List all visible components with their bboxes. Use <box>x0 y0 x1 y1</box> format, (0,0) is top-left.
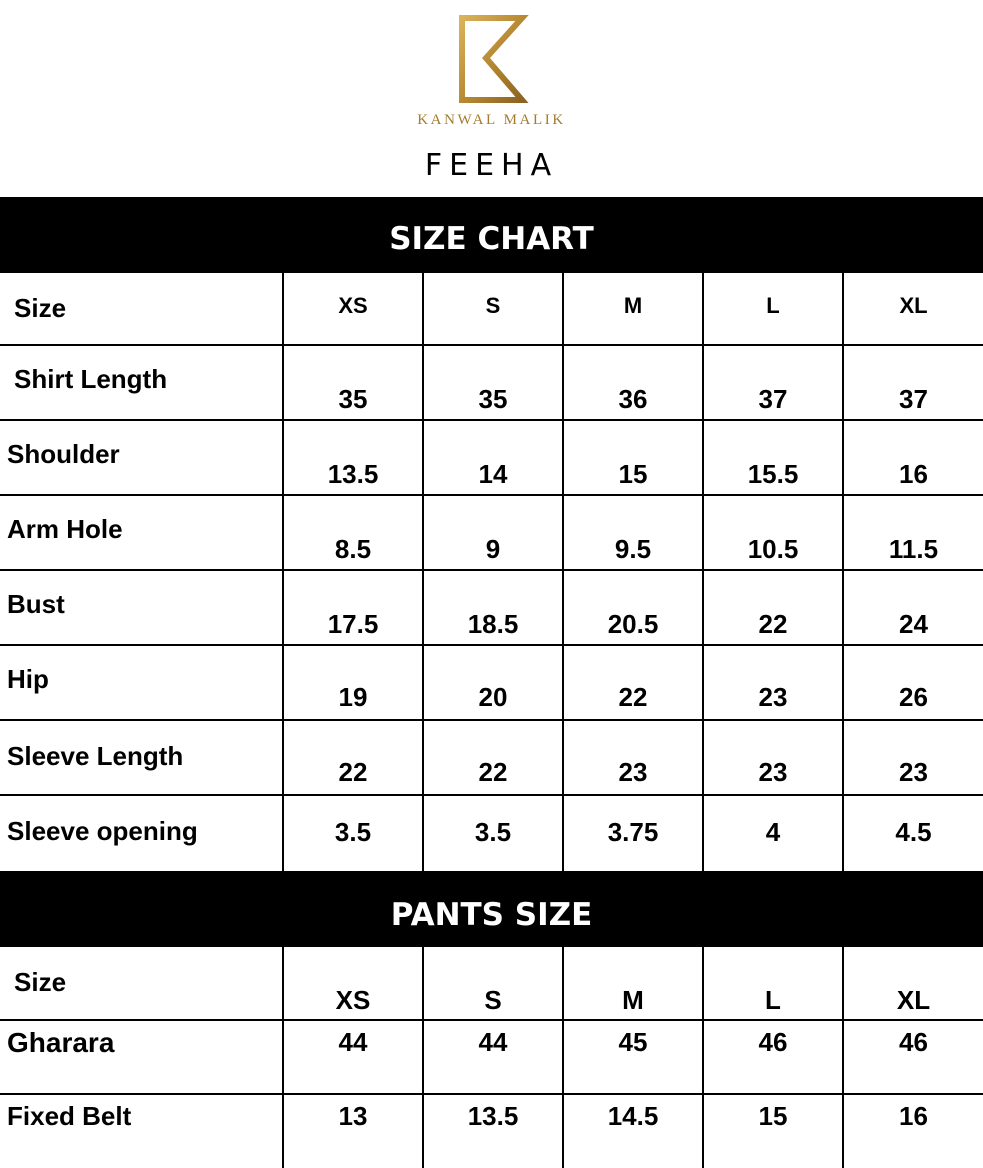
table-row <box>0 1021 983 1095</box>
row-label: Shoulder <box>7 439 120 469</box>
table-row <box>0 421 983 496</box>
value: 22 <box>478 757 508 787</box>
row-label: Arm Hole <box>7 514 123 544</box>
header-cell <box>702 947 842 1019</box>
value: 45 <box>618 1027 648 1057</box>
value-cell <box>702 496 842 569</box>
table-row <box>0 1095 983 1168</box>
row-label: Sleeve opening <box>7 816 198 846</box>
value: 16 <box>899 1101 928 1131</box>
value-cell <box>842 796 983 871</box>
value: 20 <box>478 682 508 712</box>
value-cell <box>702 1021 842 1093</box>
value: 3.75 <box>607 817 659 847</box>
table-row <box>0 721 983 796</box>
value-cell <box>282 646 422 719</box>
size-label: M <box>623 293 643 318</box>
value-cell <box>422 346 562 419</box>
size-chart-header-row <box>0 273 983 346</box>
row-label-cell <box>0 421 282 494</box>
pants-size-title-band <box>0 871 983 947</box>
row-label: Gharara <box>7 1027 115 1058</box>
value: 4 <box>765 817 781 847</box>
size-label: XS <box>338 293 368 318</box>
table-row <box>0 646 983 721</box>
header-cell <box>842 947 983 1019</box>
row-label: Size <box>14 967 67 997</box>
value-cell <box>282 571 422 644</box>
header-cell <box>702 273 842 344</box>
size-chart-title: SIZE CHART <box>389 221 594 257</box>
value: 22 <box>758 609 788 639</box>
value: 3.5 <box>334 817 372 847</box>
value-cell <box>842 496 983 569</box>
header-cell <box>562 947 702 1019</box>
value: 35 <box>338 384 368 414</box>
value-cell <box>282 1021 422 1093</box>
value-cell <box>562 1095 702 1168</box>
header-cell <box>282 273 422 344</box>
value: 13.5 <box>467 1101 519 1131</box>
value-cell <box>842 421 983 494</box>
value: 15 <box>758 1101 788 1131</box>
row-label-cell <box>0 496 282 569</box>
value-cell <box>562 796 702 871</box>
value-cell <box>422 796 562 871</box>
header-cell <box>282 947 422 1019</box>
value: 26 <box>899 682 928 712</box>
size-chart-table <box>0 273 983 871</box>
value: 22 <box>618 682 648 712</box>
value-cell <box>282 421 422 494</box>
value-cell <box>702 571 842 644</box>
value-cell <box>422 421 562 494</box>
value-cell <box>562 421 702 494</box>
value-cell <box>842 1095 983 1168</box>
value-cell <box>842 646 983 719</box>
row-label: Sleeve Length <box>7 741 184 771</box>
size-label: XL <box>896 985 931 1015</box>
row-label-cell <box>0 721 282 794</box>
value: 16 <box>899 459 928 489</box>
value: 24 <box>899 609 928 639</box>
row-label-cell <box>0 646 282 719</box>
table-row <box>0 796 983 871</box>
value: 13 <box>338 1101 368 1131</box>
value-cell <box>842 571 983 644</box>
value: 15 <box>618 459 648 489</box>
value-cell <box>702 721 842 794</box>
value: 35 <box>478 384 508 414</box>
value: 20.5 <box>607 609 659 639</box>
value-cell <box>422 721 562 794</box>
header-cell <box>0 947 282 1019</box>
row-label: Bust <box>7 589 65 619</box>
value: 23 <box>618 757 648 787</box>
pants-size-title: PANTS SIZE <box>390 897 593 933</box>
size-label: XS <box>335 985 371 1015</box>
row-label-cell <box>0 346 282 419</box>
value: 3.5 <box>474 817 512 847</box>
value-cell <box>562 496 702 569</box>
size-label: M <box>622 985 644 1015</box>
product-name: FEEHA <box>424 148 559 183</box>
header-cell <box>0 273 282 344</box>
value-cell <box>562 646 702 719</box>
value-cell <box>562 721 702 794</box>
table-row <box>0 496 983 571</box>
value-cell <box>702 796 842 871</box>
value: 19 <box>338 682 368 712</box>
value-cell <box>282 496 422 569</box>
value: 15.5 <box>747 459 799 489</box>
row-label-cell <box>0 1021 282 1093</box>
size-label: L <box>766 293 780 318</box>
value: 18.5 <box>467 609 519 639</box>
value: 8.5 <box>334 534 372 564</box>
value: 9 <box>485 534 501 564</box>
value-cell <box>422 571 562 644</box>
value-cell <box>702 421 842 494</box>
value: 11.5 <box>888 534 939 564</box>
value: 23 <box>899 757 928 787</box>
value-cell <box>282 796 422 871</box>
row-label: Size <box>14 293 67 323</box>
value-cell <box>562 571 702 644</box>
size-label: XL <box>899 293 928 318</box>
value-cell <box>702 646 842 719</box>
value-cell <box>282 346 422 419</box>
value-cell <box>842 721 983 794</box>
value-cell <box>842 1021 983 1093</box>
row-label: Fixed Belt <box>7 1101 132 1131</box>
value: 46 <box>899 1027 928 1057</box>
pants-header-row <box>0 947 983 1021</box>
table-row <box>0 571 983 646</box>
brand-logo-icon <box>452 12 530 108</box>
size-label: S <box>485 293 501 318</box>
value-cell <box>422 496 562 569</box>
value: 37 <box>899 384 928 414</box>
value-cell <box>422 1095 562 1168</box>
pants-size-table <box>0 947 983 1168</box>
size-label: S <box>484 985 502 1015</box>
value-cell <box>422 1021 562 1093</box>
value: 4.5 <box>895 817 932 847</box>
row-label-cell <box>0 1095 282 1168</box>
table-row <box>0 346 983 421</box>
row-label-cell <box>0 796 282 871</box>
value: 46 <box>758 1027 788 1057</box>
value: 36 <box>618 384 648 414</box>
value: 44 <box>478 1027 508 1057</box>
header-cell <box>422 273 562 344</box>
value-cell <box>282 721 422 794</box>
brand-name: KANWAL MALIK <box>417 112 566 128</box>
header-cell <box>842 273 983 344</box>
value-cell <box>562 1021 702 1093</box>
value-cell <box>702 346 842 419</box>
value: 13.5 <box>327 459 379 489</box>
value: 10.5 <box>747 534 799 564</box>
value: 23 <box>758 682 788 712</box>
row-label-cell <box>0 571 282 644</box>
row-label: Shirt Length <box>14 364 168 394</box>
value: 23 <box>758 757 788 787</box>
value-cell <box>842 346 983 419</box>
value-cell <box>282 1095 422 1168</box>
value: 22 <box>338 757 368 787</box>
value-cell <box>422 646 562 719</box>
header-cell <box>422 947 562 1019</box>
header-cell <box>562 273 702 344</box>
value: 37 <box>758 384 788 414</box>
value: 14 <box>478 459 508 489</box>
size-chart-title-band <box>0 197 983 273</box>
value-cell <box>562 346 702 419</box>
row-label: Hip <box>7 664 49 694</box>
value: 14.5 <box>607 1101 659 1131</box>
value-cell <box>702 1095 842 1168</box>
size-label: L <box>765 985 781 1015</box>
value: 9.5 <box>614 534 652 564</box>
value: 44 <box>338 1027 368 1057</box>
value: 17.5 <box>327 609 379 639</box>
